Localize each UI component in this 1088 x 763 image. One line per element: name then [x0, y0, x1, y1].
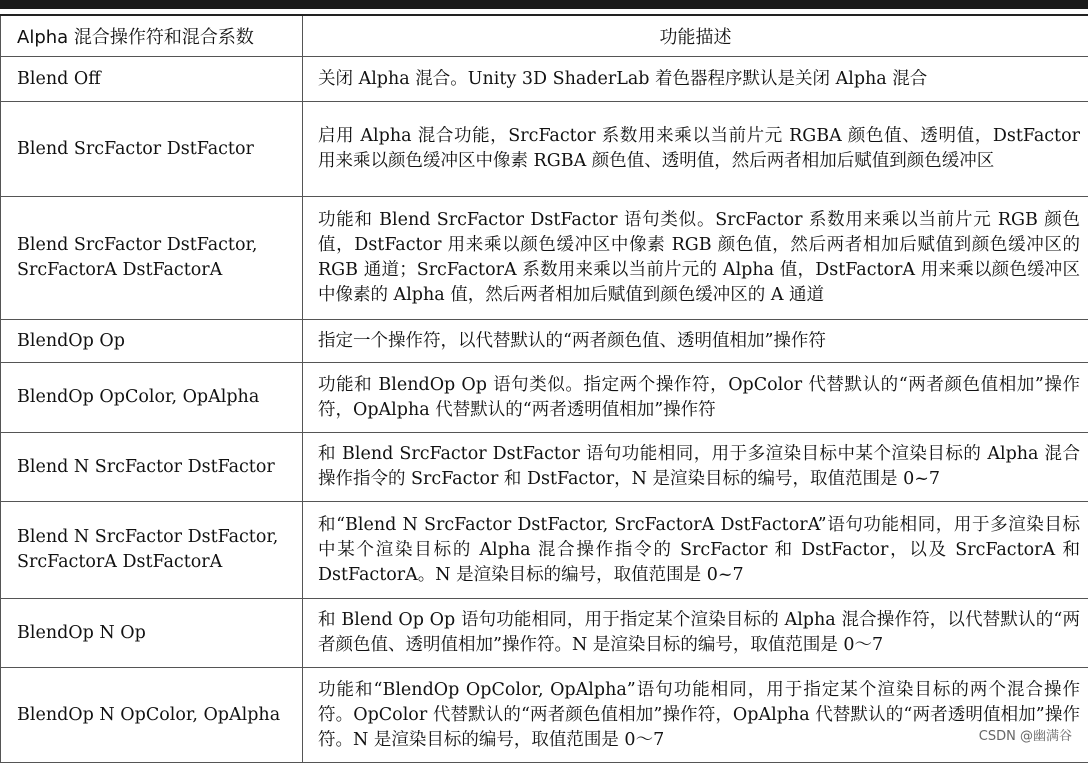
syntax-cell: [1, 102, 303, 197]
table-row: [1, 433, 1088, 502]
table-row: [1, 668, 1088, 763]
syntax-text: BlendOp Op: [17, 331, 125, 351]
column-header-description: 功能描述: [303, 15, 1088, 57]
description-cell: 功能和“BlendOp OpColor, OpAlpha”语句功能相同，用于指定某个渲染目标的两个混合操作符。OpColor 代替默认的“两者颜色值相加”操作符，OpAlpha 代替默认的“两者透明值相加”操作符。N 是渲染目标的编号，取值范围是 0～7: [303, 668, 1088, 763]
syntax-cell: [1, 599, 303, 668]
description-cell: 指定一个操作符，以代替默认的“两者颜色值、透明值相加”操作符: [303, 320, 1088, 363]
syntax-text: Blend SrcFactor DstFactor, SrcFactorA DstFactorA: [17, 235, 258, 280]
description-cell: 关闭 Alpha 混合。Unity 3D ShaderLab 着色器程序默认是关闭 Alpha 混合: [303, 57, 1088, 102]
column-header-syntax: Alpha 混合操作符和混合系数: [1, 15, 303, 57]
description-cell: 和 Blend Op Op 语句功能相同，用于指定某个渲染目标的 Alpha 混合操作符，以代替默认的“两者颜色值、透明值相加”操作符。N 是渲染目标的编号，取值范围是 0～7: [303, 599, 1088, 668]
syntax-text: Blend Off: [17, 69, 101, 89]
syntax-cell: [1, 668, 303, 763]
syntax-text: BlendOp OpColor, OpAlpha: [17, 387, 259, 407]
alpha-blend-table: [0, 14, 1088, 763]
table-row: [1, 599, 1088, 668]
syntax-cell: [1, 57, 303, 102]
syntax-text: BlendOp N Op: [17, 623, 146, 643]
syntax-text: Blend N SrcFactor DstFactor, SrcFactorA DstFactorA: [17, 527, 278, 572]
syntax-cell: [1, 433, 303, 502]
description-cell: 启用 Alpha 混合功能，SrcFactor 系数用来乘以当前片元 RGBA 颜色值、透明值，DstFactor 用来乘以颜色缓冲区中像素 RGBA 颜色值、透明值，然后两者相加后赋值到颜色缓冲区: [303, 102, 1088, 197]
table-row: [1, 102, 1088, 197]
table-row: [1, 57, 1088, 102]
syntax-cell: [1, 197, 303, 320]
description-cell: 和 Blend SrcFactor DstFactor 语句功能相同，用于多渲染目标中某个渲染目标的 Alpha 混合操作指令的 SrcFactor 和 DstFactor，N 是渲染目标的编号，取值范围是 0~7: [303, 433, 1088, 502]
csdn-watermark: CSDN @幽满谷: [977, 725, 1074, 744]
description-cell: 功能和 Blend SrcFactor DstFactor 语句类似。SrcFactor 系数用来乘以当前片元 RGB 颜色值，DstFactor 用来乘以颜色缓冲区中像素 RGB 颜色值，然后两者相加后赋值到颜色缓冲区的 RGB 通道；SrcFactorA 系数用来乘以当前片元的 Alpha 值，DstFactorA 用来乘以颜色缓冲区中像素的 Alpha 值，然后两者相加后赋值到颜色缓冲区的 A 通道: [303, 197, 1088, 320]
syntax-text: Blend SrcFactor DstFactor: [17, 139, 254, 159]
syntax-cell: [1, 363, 303, 433]
table-header-row: [1, 15, 1088, 57]
description-cell: 和“Blend N SrcFactor DstFactor, SrcFactorA DstFactorA”语句功能相同，用于多渲染目标中某个渲染目标的 Alpha 混合操作指令的 SrcFactor 和 DstFactor，以及 SrcFactorA 和 DstFactorA。N 是渲染目标的编号，取值范围是 0~7: [303, 502, 1088, 599]
top-rule: [0, 0, 1088, 9]
table-row: [1, 502, 1088, 599]
syntax-text: Blend N SrcFactor DstFactor: [17, 457, 275, 477]
table-row: [1, 363, 1088, 433]
description-cell: 功能和 BlendOp Op 语句类似。指定两个操作符，OpColor 代替默认的“两者颜色值相加”操作符，OpAlpha 代替默认的“两者透明值相加”操作符: [303, 363, 1088, 433]
syntax-cell: [1, 502, 303, 599]
syntax-cell: [1, 320, 303, 363]
syntax-text: BlendOp N OpColor, OpAlpha: [17, 705, 280, 725]
table-row: [1, 320, 1088, 363]
table-row: [1, 197, 1088, 320]
